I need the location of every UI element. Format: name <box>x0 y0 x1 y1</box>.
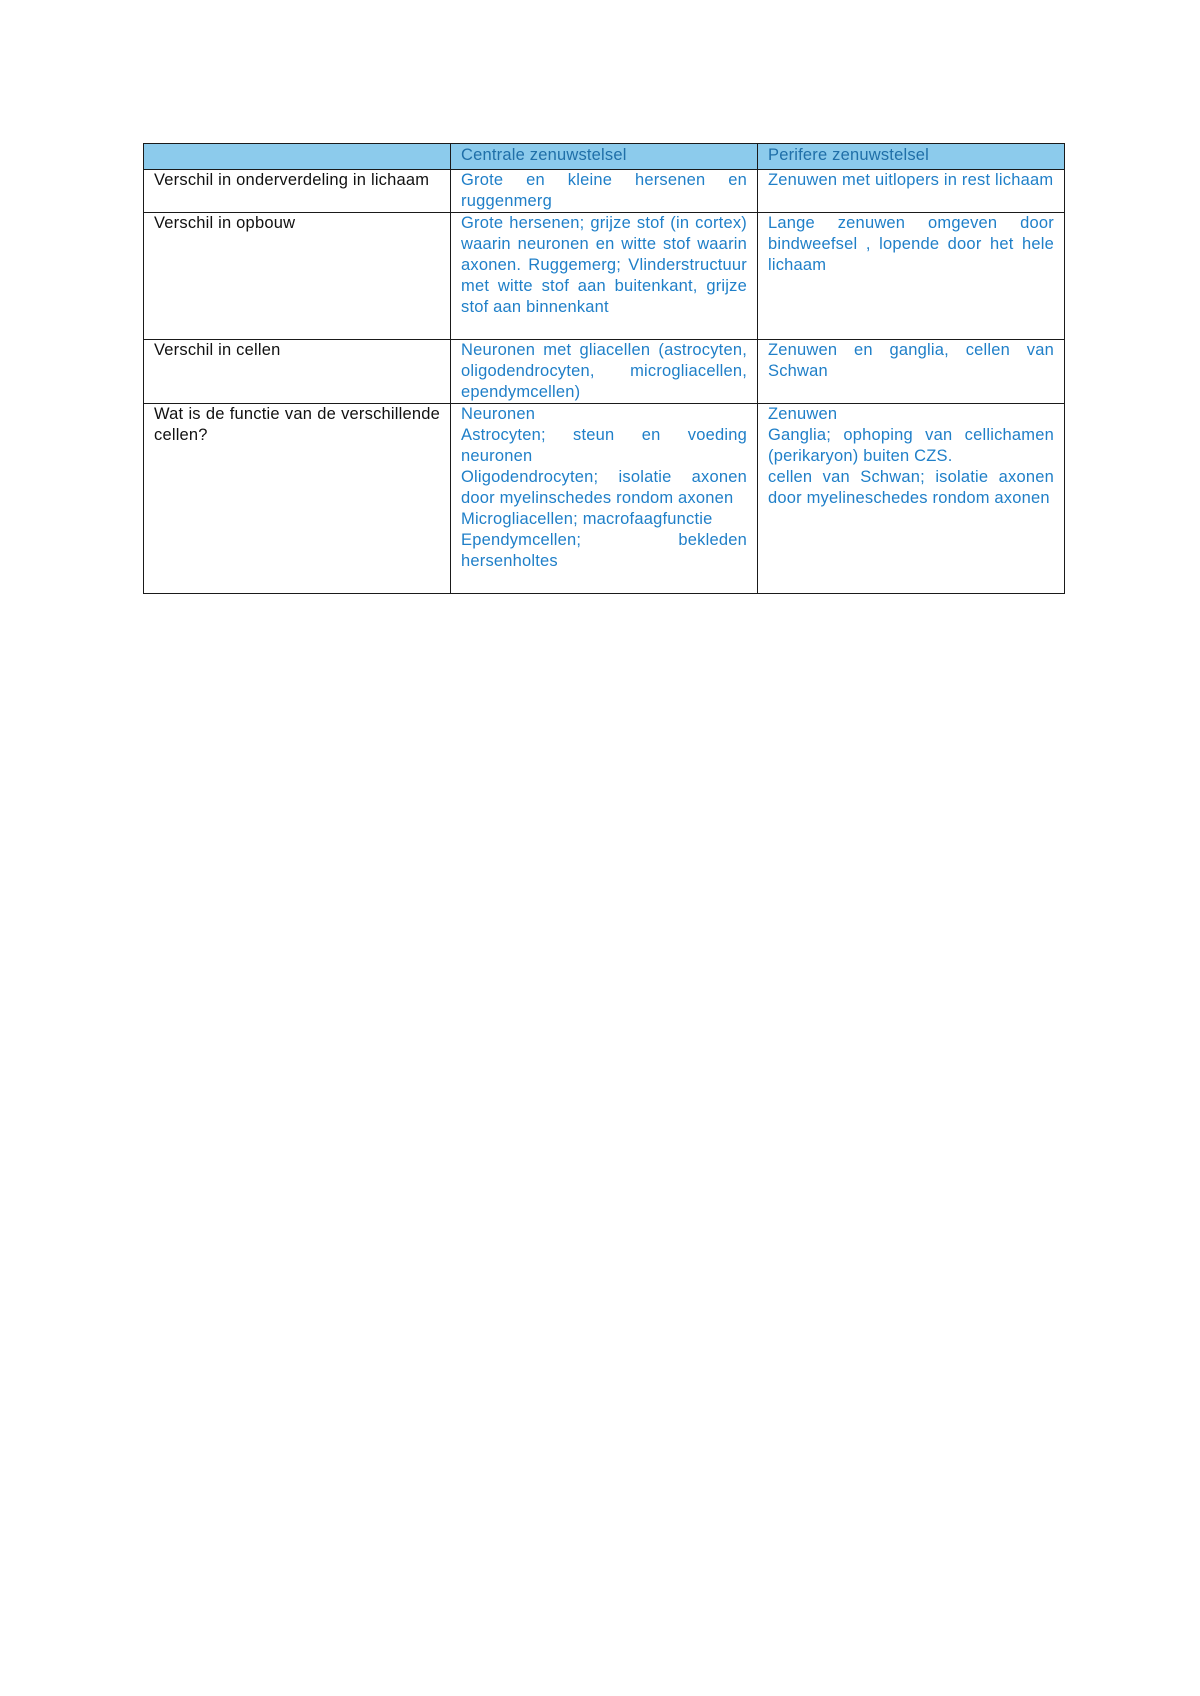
cell-line: Ependymcellen; bekleden hersenholtes <box>461 531 747 570</box>
cell-line: Grote en kleine hersenen en ruggenmerg <box>461 171 747 210</box>
row-label: Verschil in cellen <box>144 340 451 404</box>
table-row <box>144 213 1065 340</box>
table-row <box>144 404 1065 594</box>
cell-line: Astrocyten; steun en voeding neuronen <box>461 426 747 465</box>
cell-line: Oligodendrocyten; isolatie axonen door myelinschedes rondom axonen <box>461 468 747 507</box>
peripheral-cell <box>758 213 1065 340</box>
comparison-table <box>143 143 1065 594</box>
cell-line: Grote hersenen; grijze stof (in cortex) waarin neuronen en witte stof waarin axonen. Ruggemerg; Vlinderstructuur met witte stof aan buitenkant, grijze stof aan binnenkant <box>461 214 747 316</box>
cell-line: Zenuwen <box>768 405 838 423</box>
cell-line: Neuronen met gliacellen (astrocyten, oligodendrocyten, microgliacellen, ependymcellen) <box>461 341 747 401</box>
peripheral-cell <box>758 404 1065 594</box>
header-central-nervous-system: Centrale zenuwstelsel <box>451 144 758 170</box>
central-cell <box>451 170 758 213</box>
cell-line: Zenuwen met uitlopers in rest lichaam <box>768 171 1054 189</box>
cell-line: cellen van Schwan; isolatie axonen door myelineschedes rondom axonen <box>768 468 1054 507</box>
central-cell <box>451 404 758 594</box>
table-row <box>144 340 1065 404</box>
central-cell <box>451 340 758 404</box>
cell-line: Lange zenuwen omgeven door bindweefsel , lopende door het hele lichaam <box>768 214 1054 274</box>
table-header-row <box>144 144 1065 170</box>
peripheral-cell <box>758 170 1065 213</box>
row-label: Verschil in onderverdeling in lichaam <box>144 170 451 213</box>
cell-line: Ganglia; ophoping van cellichamen (perikaryon) buiten CZS. <box>768 426 1054 465</box>
header-empty-cell <box>144 144 451 170</box>
cell-line: Zenuwen en ganglia, cellen van Schwan <box>768 341 1054 380</box>
peripheral-cell <box>758 340 1065 404</box>
header-peripheral-nervous-system: Perifere zenuwstelsel <box>758 144 1065 170</box>
cell-line: Neuronen <box>461 405 536 423</box>
table-row <box>144 170 1065 213</box>
row-label: Wat is de functie van de verschillende cellen? <box>144 404 451 594</box>
cell-line: Microgliacellen; macrofaagfunctie <box>461 510 713 528</box>
row-label: Verschil in opbouw <box>144 213 451 340</box>
central-cell <box>451 213 758 340</box>
